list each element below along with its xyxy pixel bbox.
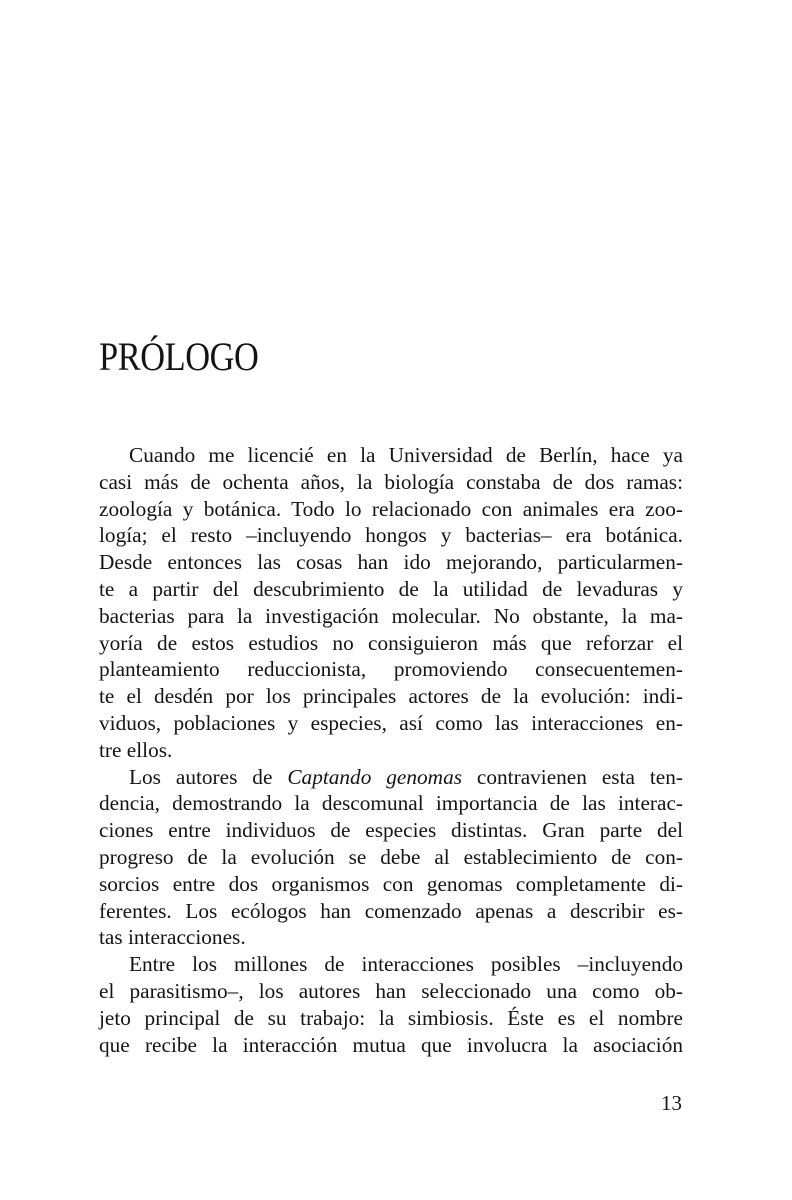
text-line bbox=[99, 764, 683, 791]
text-line bbox=[99, 683, 683, 710]
text-line bbox=[99, 951, 683, 978]
text-segment: planteamiento reduccionista, promoviendo consecuentemen- bbox=[99, 657, 683, 682]
text-line bbox=[99, 1005, 683, 1032]
text-segment: yoría de estos estudios no consiguieron más que reforzar el bbox=[99, 630, 683, 655]
text-segment: sorcios entre dos organismos con genomas completamente di- bbox=[99, 871, 683, 896]
text-line bbox=[99, 522, 683, 549]
text-segment: te a partir del descubrimiento de la utilidad de levaduras y bbox=[99, 576, 683, 601]
text-line bbox=[99, 817, 683, 844]
text-segment: el parasitismo–, los autores han seleccionado una como ob- bbox=[99, 978, 683, 1003]
text-segment: tre ellos. bbox=[99, 737, 173, 762]
text-segment: jeto principal de su trabajo: la simbiosis. Éste es el nombre bbox=[99, 1005, 683, 1030]
text-line bbox=[99, 630, 683, 657]
text-segment: contravienen esta ten- bbox=[462, 764, 683, 789]
text-segment: viduos, poblaciones y especies, así como las interacciones en- bbox=[99, 710, 683, 735]
text-segment: progreso de la evolución se debe al establecimiento de con- bbox=[99, 844, 683, 869]
text-segment: Entre los millones de interacciones posibles –incluyendo bbox=[129, 952, 683, 977]
text-line bbox=[99, 442, 683, 469]
text-line bbox=[99, 603, 683, 630]
text-line bbox=[99, 549, 683, 576]
text-segment: bacterias para la investigación molecular. No obstante, la ma- bbox=[99, 603, 683, 628]
text-segment: dencia, demostrando la descomunal importancia de las interac- bbox=[99, 791, 683, 816]
text-segment: Cuando me licencié en la Universidad de Berlín, hace ya bbox=[129, 443, 683, 467]
text-line bbox=[99, 576, 683, 603]
page-number: 13 bbox=[661, 1091, 682, 1115]
text-segment: tas interacciones. bbox=[99, 925, 246, 950]
text-line bbox=[99, 656, 683, 683]
text-line bbox=[99, 1032, 683, 1059]
text-line bbox=[99, 737, 683, 764]
body-text bbox=[99, 442, 683, 1058]
text-segment: Desde entonces las cosas han ido mejorando, particularmen- bbox=[99, 550, 683, 575]
text-segment: zoología y botánica. Todo lo relacionado con animales era zoo- bbox=[99, 496, 683, 521]
text-segment: te el desdén por los principales actores de la evolución: indi- bbox=[99, 684, 683, 709]
page-title: PRÓLOGO bbox=[99, 334, 259, 379]
text-segment: que recibe la interacción mutua que involucra la asociación bbox=[99, 1032, 683, 1057]
text-line bbox=[99, 924, 683, 951]
text-segment: ferentes. Los ecólogos han comenzado apenas a describir es- bbox=[99, 898, 683, 923]
text-segment: casi más de ochenta años, la biología constaba de dos ramas: bbox=[99, 469, 683, 494]
text-line bbox=[99, 790, 683, 817]
text-line bbox=[99, 978, 683, 1005]
text-line bbox=[99, 710, 683, 737]
text-segment: Los autores de bbox=[129, 764, 288, 789]
text-segment: ciones entre individuos de especies distintas. Gran parte del bbox=[99, 818, 683, 843]
text-line bbox=[99, 871, 683, 898]
text-segment: logía; el resto –incluyendo hongos y bacterias– era botánica. bbox=[99, 523, 683, 548]
text-line bbox=[99, 496, 683, 523]
italic-book-title: Captando genomas bbox=[287, 764, 462, 789]
text-line bbox=[99, 898, 683, 925]
text-line bbox=[99, 844, 683, 871]
text-line bbox=[99, 469, 683, 496]
